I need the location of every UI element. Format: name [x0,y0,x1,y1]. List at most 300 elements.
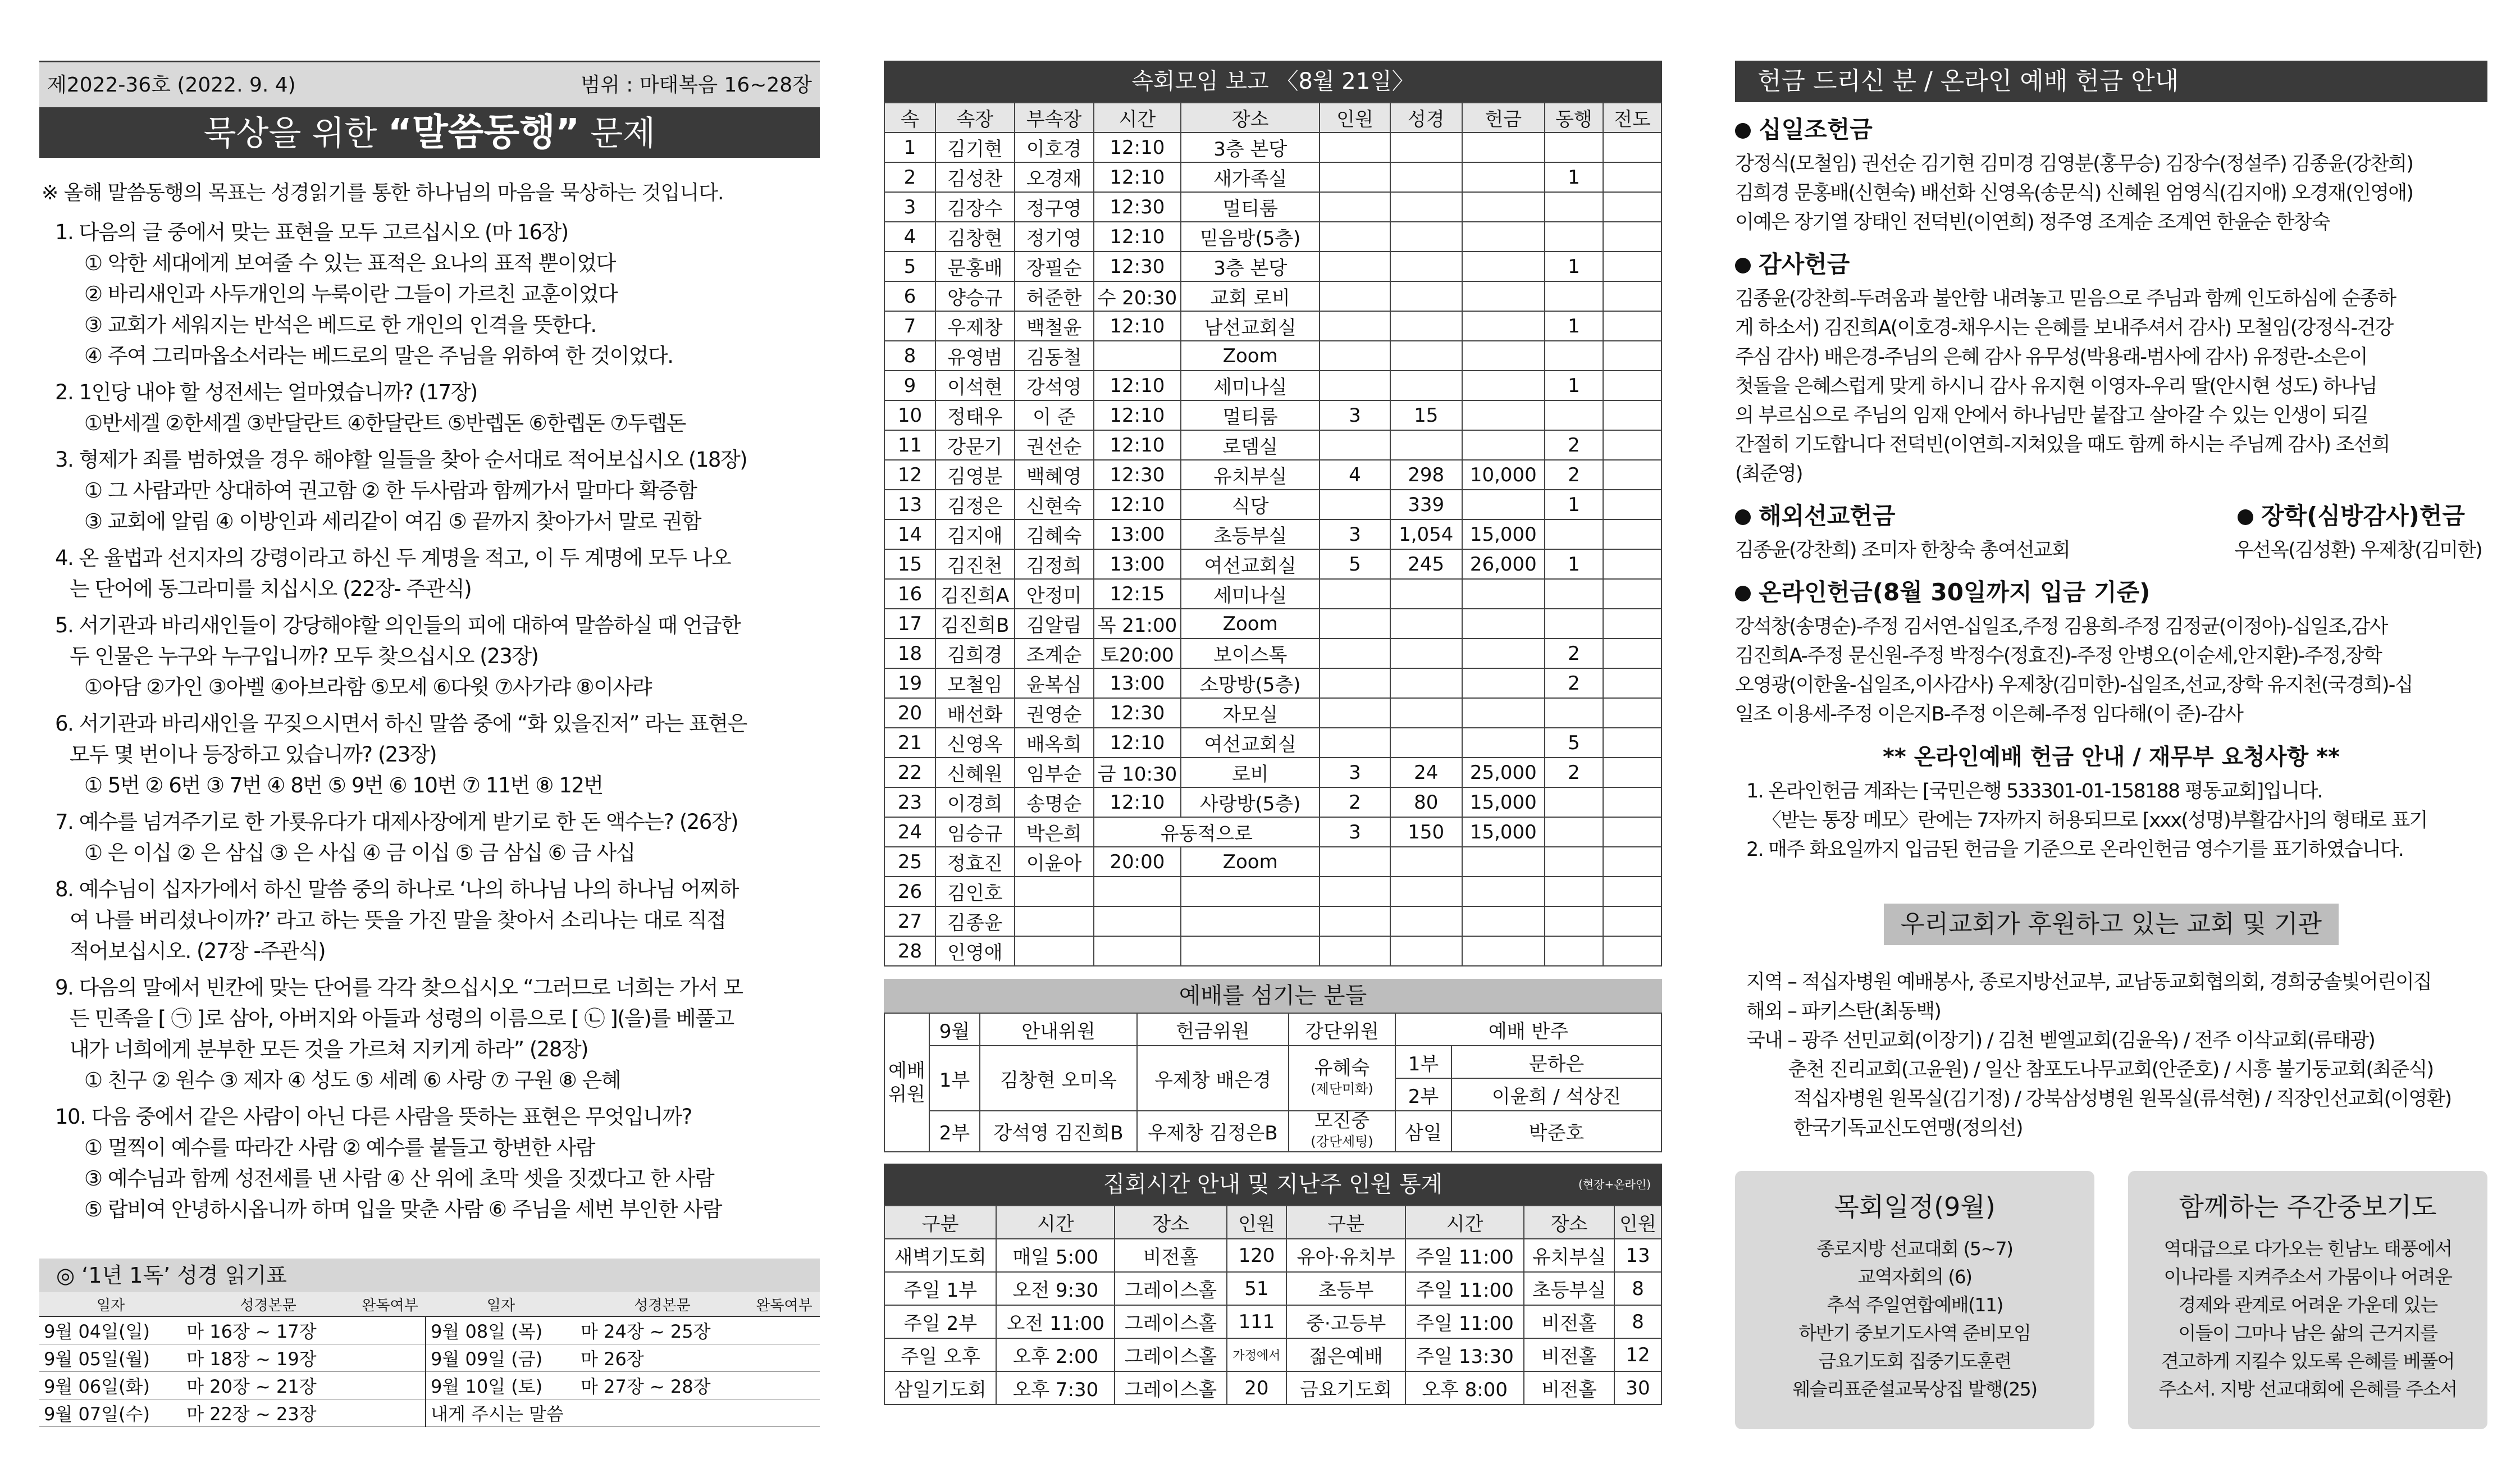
meeting-cell: 젊은예배 [1286,1338,1405,1371]
cell-value [1094,936,1181,966]
meeting-cell: 새벽기도회 [884,1239,996,1272]
cell-value: 소망방(5층) [1181,668,1320,698]
thanks-line: 김종윤(강찬희-두려움과 불안함 내려놓고 믿음으로 주님과 함께 인도하심에 순종하 [1735,288,2396,310]
cell-value: 허준한 [1015,281,1094,311]
cell-value [1603,252,1661,281]
cell-value [1320,192,1390,222]
cell-value [1603,609,1661,639]
cell-value [1320,847,1390,877]
cell-value: 9 [884,371,935,400]
cell-value [1603,371,1661,400]
table-row [884,281,1661,311]
question-item [39,806,820,868]
cell-value: 권선순 [1015,430,1094,460]
question-item [39,217,820,371]
meeting-times-table [884,1205,1662,1405]
question-text: 든 민족을 [ ㉠ ]로 삼아, 아버지와 아들과 성령의 이름으로 [ ㉡ ](을)를 베풀고 [70,1006,734,1031]
meeting-cell: 그레이스홀 [1115,1371,1226,1405]
table-row [884,758,1661,787]
support-line: 적십자병원 원목실(김기정) / 강북삼성병원 원목실(류석현) / 직장인선교회(이영환) [1746,1088,2451,1110]
cell-value: 모철임 [935,668,1015,698]
reading-cell: 9월 04일(일) [39,1316,182,1344]
cell-header: 속 [884,103,935,133]
cell-value: 24 [1390,758,1462,787]
cell-header: 시간 [1094,103,1181,133]
meeting-cell: 오전 9:30 [996,1272,1115,1305]
cell-value [1545,222,1603,252]
cell-value [1462,639,1545,668]
cell-value [1015,936,1094,966]
cell-value: 3 [1320,817,1390,847]
cell-value: 믿음방(5층) [1181,222,1320,252]
cell-value: 3 [1320,400,1390,430]
schedule-line: 추석 주일연합예배(11) [1827,1294,2003,1316]
cell-value: 1 [884,133,935,162]
meeting-cell: 주일 11:00 [1405,1239,1524,1272]
thanks-line: 의 부르심으로 주님의 임재 안에서 하나님만 붙잡고 살아갈 수 있는 인생이 되길 [1735,404,2368,427]
question-text: 는 단어에 동그라미를 치십시오 (22장- 주관식) [70,577,472,601]
meeting-cell: 30 [1614,1371,1661,1405]
cell-value: 12:10 [1094,222,1181,252]
question-text: 모두 몇 번이나 등장하고 있습니까? (23장) [70,742,437,767]
meditation-title: 묵상을 위한 “말씀동행” 문제 [39,107,820,158]
offering-column [1735,61,2487,1429]
cell-value: 2 [1545,430,1603,460]
worship-servers-table: 예배 위원 9월 안내위원 헌금위원 강단위원 예배 반주 1부 김창현 오미옥 우제창 배은경 유혜숙 (제단미화) 1부 문하은 2부 이윤희 / 석상진 2부 강석영 김진희B 우제창 김정은B 모진중 (강단세팅) 삼일 박준호 [884,1013,1662,1152]
cell-value [1545,192,1603,222]
cell-value [1603,222,1661,252]
cell-value: 송명순 [1015,787,1094,817]
cell-value [1181,906,1320,936]
cell-value: 교회 로비 [1181,281,1320,311]
cell-value: 멀티룸 [1181,400,1320,430]
schedule-line: 교역자회의 (6) [1857,1266,1972,1288]
cell-value: 김지애 [935,519,1015,549]
cell-value: 2 [1545,758,1603,787]
cell-value: 12:10 [1094,371,1181,400]
cell-value: 자모실 [1181,698,1320,728]
cell-value: 김영분 [935,460,1015,490]
meeting-cell: 주일 2부 [884,1305,996,1338]
table-row [884,1338,1661,1371]
cell-value: 2 [1545,460,1603,490]
cell-value: 인영애 [935,936,1015,966]
cell-value: 김동철 [1015,341,1094,371]
cell-value: 6 [884,281,935,311]
notice-line: 1. 온라인헌금 계좌는 [국민은행 533301-01-158188 평동교회]입니다. [1746,780,2322,803]
cell-value: 7 [884,311,935,341]
bullet-icon [2238,509,2253,525]
meeting-header: 시간 [996,1206,1115,1239]
cell-value [1390,728,1462,758]
cell-value [1320,579,1390,609]
cell-value: 목 21:00 [1094,609,1181,639]
schedule-line: 하반기 중보기도사역 준비모임 [1798,1322,2031,1344]
meditation-column [39,61,820,1427]
schedule-line: 금요기도회 집중기도훈련 [1818,1350,2011,1372]
reading-header: 성경본문 [182,1292,354,1316]
cell-value: 12:10 [1094,133,1181,162]
cell-value [1603,877,1661,906]
bible-range: 범위 : 마태복음 16~28장 [581,74,812,97]
cell-value: 안정미 [1015,579,1094,609]
cell-value: 5 [1545,728,1603,758]
cell-value [1390,579,1462,609]
cell-value: 12:10 [1094,728,1181,758]
cell-value: 12 [884,460,935,490]
reading-cell: 9월 08일 (목) [426,1316,576,1344]
issue-number: 제2022-36호 (2022. 9. 4) [47,74,296,97]
cell-value: 12:10 [1094,490,1181,519]
cell-value: 김창현 [935,222,1015,252]
meeting-cell: 12 [1614,1338,1661,1371]
cell-value: 1 [1545,549,1603,579]
cell-value: 이 준 [1015,400,1094,430]
cell-value [1390,668,1462,698]
online-line: 오영광(이한울-십일조,이사감사) 우제창(김미한)-십일조,선교,장학 유지천(국경희)-십 [1735,674,2413,696]
bullet-icon [1735,123,1751,139]
reading-cell: 9월 07일(수) [39,1399,182,1427]
cell-value [1545,519,1603,549]
cell-value: 12:10 [1094,787,1181,817]
cell-value: 14 [884,519,935,549]
support-list [1735,968,2487,1143]
table-row [884,252,1661,281]
question-list [39,217,820,1225]
cell-value: 18 [884,639,935,668]
offering-header: 헌금 드리신 분 / 온라인 예배 헌금 안내 [1735,61,2487,102]
cell-value: 25 [884,847,935,877]
table-row [884,519,1661,549]
cell-value [1320,281,1390,311]
reading-header: 완독여부 [354,1292,426,1316]
cell-value [1603,698,1661,728]
cell-value: 신영옥 [935,728,1015,758]
cell-value: 5 [884,252,935,281]
table-row [39,1399,820,1427]
cell-value: 12:10 [1094,430,1181,460]
reading-cell [354,1344,426,1372]
meeting-cell: 51 [1227,1272,1287,1305]
cell-value [1320,639,1390,668]
cell-value [1015,877,1094,906]
cell-value: 15 [1390,400,1462,430]
cell-value: 김혜숙 [1015,519,1094,549]
support-line: 지역 – 적십자병원 예배봉사, 종로지방선교부, 교남동교회협의회, 경희궁솔빛어린이집 [1746,971,2431,993]
cell-value: 장필순 [1015,252,1094,281]
worship-servers-title: 예배를 섬기는 분들 [884,979,1662,1013]
cell-value: 20:00 [1094,847,1181,877]
reading-cell: 마 22장 ~ 23장 [182,1399,354,1427]
cell-value: 김진희A [935,579,1015,609]
cell-value: 16 [884,579,935,609]
meditation-intro: ※ 올해 말씀동행의 목표는 성경읽기를 통한 하나님의 마음을 묵상하는 것입니다. [42,181,724,204]
reading-cell: 마 16장 ~ 17장 [182,1316,354,1344]
meeting-cell: 오후 2:00 [996,1338,1115,1371]
thanks-line: 주심 감사) 배은경-주님의 은혜 감사 유무성(박용래-범사에 감사) 유정란-소은이 [1735,346,2367,368]
cell-value: 3 [1320,758,1390,787]
cell-value: 1 [1545,490,1603,519]
cell-value [1320,877,1390,906]
table-row [884,936,1661,966]
cell-value: 5 [1320,549,1390,579]
reading-cell [748,1372,820,1399]
cell-value [1320,936,1390,966]
cell-value: 강문기 [935,430,1015,460]
cell-value [1603,639,1661,668]
answer-options: ③ 예수님과 함께 성전세를 낸 사람 ④ 산 위에 초막 셋을 짓겠다고 한 사람 [84,1166,714,1191]
meeting-cell: 8 [1614,1305,1661,1338]
cell-value [1462,281,1545,311]
cell-value [1320,698,1390,728]
cell-value [1545,847,1603,877]
question-item [39,874,820,966]
cell-value [1390,133,1462,162]
cell-report-table [884,102,1662,966]
cell-value [1390,877,1462,906]
online-line: 일조 이용세-주정 이은지B-주정 이은혜-주정 임다해(이 준)-감사 [1735,703,2243,726]
question-item [39,444,820,537]
meeting-header: 인원 [1614,1206,1661,1239]
cell-value: 13 [884,490,935,519]
cell-value [1603,490,1661,519]
cell-value [1462,728,1545,758]
bullet-icon [1735,586,1751,601]
mission-names: 김종윤(강찬희) 조미자 한창숙 총여선교회 [1735,539,2070,562]
cell-value [1545,936,1603,966]
thanks-title: 감사헌금 [1735,246,2487,280]
online-offering-title: 온라인헌금(8월 30일까지 입금 기준) [1735,574,2487,608]
answer-options: ① 5번 ② 6번 ③ 7번 ④ 8번 ⑤ 9번 ⑥ 10번 ⑦ 11번 ⑧ 12번 [84,773,603,797]
cell-value [1603,668,1661,698]
cell-value [1603,728,1661,758]
cell-value: 강석영 [1015,371,1094,400]
cell-value: 26 [884,877,935,906]
cell-value [1545,579,1603,609]
cell-value [1462,698,1545,728]
cell-value: 2 [1545,639,1603,668]
schedule-line: 종로지방 선교대회 (5~7) [1816,1238,2013,1260]
notice-line: 2. 매주 화요일까지 입금된 헌금을 기준으로 온라인헌금 영수기를 표기하였습니다. [1746,838,2404,861]
cell-value: 12:30 [1094,252,1181,281]
prayer-line: 주소서. 지방 선교대회에 은혜를 주소서 [2158,1378,2457,1400]
table-row [39,1316,820,1344]
reading-cell: 9월 05일(월) [39,1344,182,1372]
meeting-cell: 비전홀 [1115,1239,1226,1272]
online-notice [1735,777,2487,864]
cell-value: 23 [884,787,935,817]
cell-value: 정효진 [935,847,1015,877]
cell-value [1603,400,1661,430]
cell-value: 12:30 [1094,460,1181,490]
table-row [884,430,1661,460]
tithe-line: 강정식(모철임) 권선순 김기현 김미경 김영분(홍무승) 김장수(정설주) 김종윤(강찬희) [1735,153,2413,175]
meeting-header: 구분 [1286,1206,1405,1239]
cell-value: 150 [1390,817,1462,847]
table-row [884,579,1661,609]
question-text: 7. 예수를 넘겨주기로 한 가룟유다가 대제사장에게 받기로 한 돈 액수는? (26장) [55,810,738,834]
reading-cell: 9월 09일 (금) [426,1344,576,1372]
cell-value [1320,728,1390,758]
reading-header: 완독여부 [748,1292,820,1316]
cell-value [1462,341,1545,371]
cell-value: 12:10 [1094,311,1181,341]
cell-value: 2 [1320,787,1390,817]
meeting-cell: 120 [1227,1239,1287,1272]
cell-value: 권영순 [1015,698,1094,728]
meeting-header: 구분 [884,1206,996,1239]
question-item [39,972,820,1096]
pastoral-schedule-box [1735,1171,2094,1429]
cell-value [1603,341,1661,371]
cell-report-title: 속회모임 보고 〈8월 21일〉 [884,61,1662,102]
question-text: 1. 다음의 글 중에서 맞는 표현을 모두 고르십시오 (마 16장) [55,220,568,244]
question-item [39,708,820,801]
meeting-cell: 비전홀 [1524,1305,1614,1338]
cell-value [1545,787,1603,817]
cell-value: 세미나실 [1181,371,1320,400]
meeting-cell: 초등부실 [1524,1272,1614,1305]
cell-value [1390,639,1462,668]
reading-cell [354,1316,426,1344]
table-row [884,1305,1661,1338]
cell-value: 정구영 [1015,192,1094,222]
cell-value: 19 [884,668,935,698]
reading-plan-title: ◎ ‘1년 1독’ 성경 읽기표 [39,1259,820,1292]
tithe-line: 이예은 장기열 장태인 전덕빈(이연희) 정주영 조계순 조계연 한윤순 한창숙 [1735,211,2330,234]
cell-value [1462,906,1545,936]
cell-value: 20 [884,698,935,728]
cell-value: 12:30 [1094,192,1181,222]
reading-header: 일자 [426,1292,576,1316]
cell-value [1390,341,1462,371]
cell-value: 우제창 [935,311,1015,341]
cell-header: 동행 [1545,103,1603,133]
answer-options: ③ 교회에 알림 ④ 이방인과 세리같이 여김 ⑤ 끝까지 찾아가서 말로 권함 [84,509,701,534]
prayer-line: 이나라를 지켜주소서 가뭄이나 어려운 [2163,1266,2452,1288]
cell-value: 11 [884,430,935,460]
cell-value: 토20:00 [1094,639,1181,668]
cell-value: 4 [884,222,935,252]
cell-value [1603,281,1661,311]
cell-value: 4 [1320,460,1390,490]
table-row [39,1344,820,1372]
cell-value [1603,519,1661,549]
support-line: 춘천 진리교회(고윤원) / 일산 참포도나무교회(안준호) / 시흥 불기둥교회(최준식) [1746,1059,2434,1081]
cell-value: 10,000 [1462,460,1545,490]
question-text: 9. 다음의 말에서 빈칸에 맞는 단어를 각각 찾으십시오 “그러므로 너희는 가서 모 [55,975,743,1000]
online-offering-names [1735,612,2487,729]
question-text: 10. 다음 중에서 같은 사람이 아닌 다른 사람을 뜻하는 표현은 무엇입니까? [55,1105,692,1129]
cell-value: 이경희 [935,787,1015,817]
cell-value: 조계순 [1015,639,1094,668]
cell-value [1462,222,1545,252]
table-row [884,609,1661,639]
cell-value: 문홍배 [935,252,1015,281]
meeting-cell: 그레이스홀 [1115,1338,1226,1371]
cell-value [1462,936,1545,966]
cell-value [1462,668,1545,698]
cell-value: 15 [884,549,935,579]
prayer-line: 역대급으로 다가오는 힌남노 태풍에서 [2163,1238,2452,1260]
pastoral-schedule-title: 목회일정(9월) [1834,1192,1996,1222]
cell-value [1390,936,1462,966]
schedule-line: 웨슬리표준설교묵상집 발행(25) [1792,1378,2037,1400]
cell-value: 사랑방(5층) [1181,787,1320,817]
cell-value: 1 [1545,252,1603,281]
table-row [884,371,1661,400]
cell-value [1462,847,1545,877]
tithe-line: 김희경 문홍배(신현숙) 배선화 신영옥(송문식) 신혜원 엄영식(김지애) 오경재(인영애) [1735,182,2413,204]
prayer-line: 경제와 관계로 어려운 가운데 있는 [2178,1294,2437,1316]
scholarship-title: 장학(심방감사)헌금 [2238,498,2465,531]
cell-value: 17 [884,609,935,639]
question-text: 2. 1인당 내야 할 성전세는 얼마였습니까? (17장) [55,380,477,404]
question-item [39,542,820,604]
cell-value [1462,579,1545,609]
cell-value [1603,549,1661,579]
notice-line: 〈받는 통장 메모〉란에는 7자까지 허용되므로 [xxx(성명)부활감사]의 형태로 표기 [1746,809,2427,832]
meeting-cell: 8 [1614,1272,1661,1305]
meeting-times-title: 집회시간 안내 및 지난주 인원 통계 (현장+온라인) [884,1164,1662,1205]
cell-value: 김기현 [935,133,1015,162]
answer-options: ① 그 사람과만 상대하여 권고함 ② 한 두사람과 함께가서 말마다 확증함 [84,478,697,503]
cell-value: 배옥희 [1015,728,1094,758]
cell-value: 오경재 [1015,162,1094,192]
table-row [884,1272,1661,1305]
cell-value: 박은희 [1015,817,1094,847]
meeting-cell: 유치부실 [1524,1239,1614,1272]
answer-options: ① 멀찍이 예수를 따라간 사람 ② 예수를 붙들고 항변한 사람 [84,1136,595,1160]
meeting-cell: 매일 5:00 [996,1239,1115,1272]
cell-value [1462,609,1545,639]
scholarship-names: 우선옥(김성환) 우제창(김미한) [2234,539,2482,562]
cell-value [1462,877,1545,906]
cell-value [1603,847,1661,877]
cell-value: 2 [1545,668,1603,698]
table-row [884,817,1661,847]
table-row [884,490,1661,519]
reading-header: 일자 [39,1292,182,1316]
thanks-names [1735,284,2487,489]
intercession-box [2128,1171,2487,1429]
cell-value: 15,000 [1462,787,1545,817]
cell-value: 로비 [1181,758,1320,787]
cell-value [1603,906,1661,936]
meeting-header: 장소 [1115,1206,1226,1239]
cell-value: 식당 [1181,490,1320,519]
cell-value: 3 [884,192,935,222]
tithe-names [1735,149,2487,237]
meeting-cell: 오전 11:00 [996,1305,1115,1338]
bullet-icon [1735,258,1751,273]
bullet-icon [1735,509,1751,525]
cell-value [1390,192,1462,222]
cell-value: 정태우 [935,400,1015,430]
meeting-cell: 주일 13:30 [1405,1338,1524,1371]
answer-options: ④ 주여 그리마옵소서라는 베드로의 말은 주님을 위하여 한 것이었다. [84,344,673,368]
cell-value [1320,341,1390,371]
cell-value [1462,192,1545,222]
reading-cell: 마 26장 [576,1344,748,1372]
meeting-cell: 유아·유치부 [1286,1239,1405,1272]
meeting-cell: 주일 11:00 [1405,1272,1524,1305]
table-row [884,668,1661,698]
meeting-cell: 그레이스홀 [1115,1305,1226,1338]
meeting-cell: 초등부 [1286,1272,1405,1305]
cell-value [1545,817,1603,847]
answer-options: ③ 교회가 세워지는 반석은 베드로 한 개인의 인격을 뜻한다. [84,313,596,337]
